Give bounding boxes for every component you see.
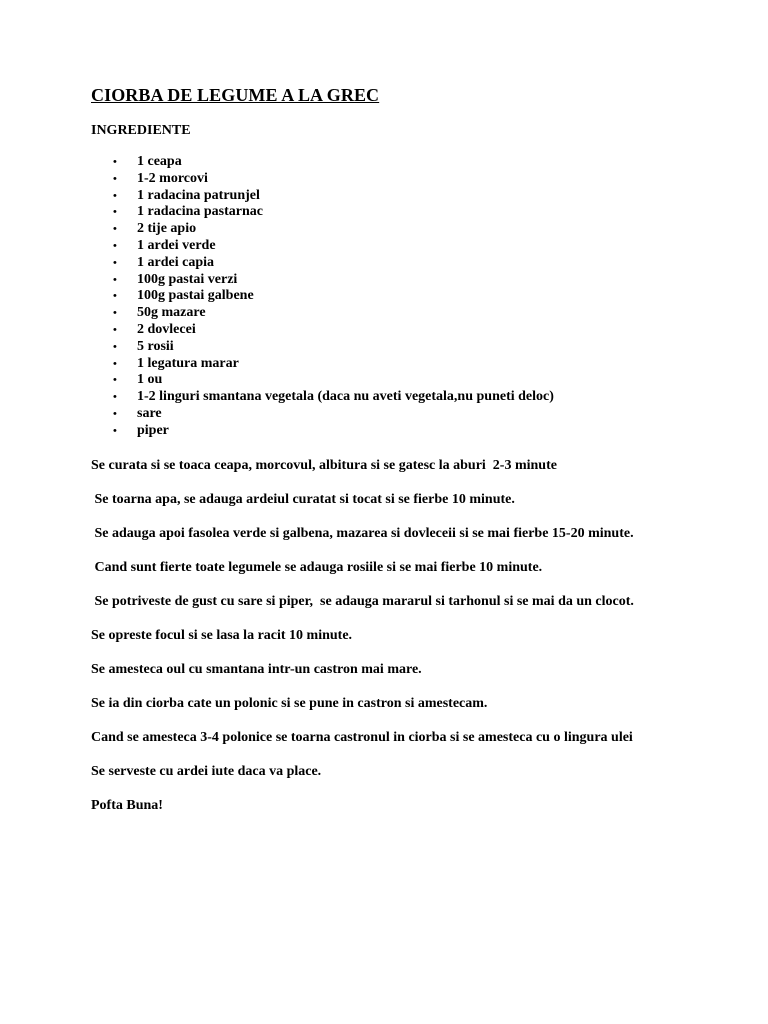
instruction-step: Cand sunt fierte toate legumele se adauga rosiile si se mai fierbe 10 minute. <box>91 559 543 575</box>
bullet-icon: • <box>113 307 117 320</box>
ingredient-text: 50g mazare <box>137 305 206 321</box>
page-title: CIORBA DE LEGUME A LA GREC <box>91 85 380 105</box>
ingredient-text: 1 ceapa <box>137 154 182 169</box>
ingredient-item <box>91 204 711 221</box>
ingredient-item <box>91 188 711 205</box>
recipe-page <box>91 84 711 831</box>
ingredient-item <box>91 272 711 289</box>
bullet-icon: • <box>113 357 117 370</box>
ingredient-item <box>91 288 711 305</box>
ingredient-text: 2 tije apio <box>137 221 197 237</box>
ingredient-text: 1-2 linguri smantana vegetala (daca nu aveti vegetala,nu puneti deloc) <box>137 389 554 405</box>
ingredient-item <box>91 356 711 373</box>
ingredient-text: 1 ou <box>137 372 163 388</box>
ingredient-item <box>91 406 711 423</box>
bullet-icon: • <box>113 223 117 236</box>
instructions <box>91 457 711 814</box>
bullet-icon: • <box>113 290 117 303</box>
ingredient-text: 1-2 morcovi <box>137 170 208 186</box>
bullet-icon: • <box>113 340 117 353</box>
instruction-step: Cand se amesteca 3-4 polonice se toarna castronul in ciorba si se amesteca cu o lingura ulei <box>91 729 633 745</box>
ingredient-text: 1 ardei verde <box>137 237 216 253</box>
ingredient-text: sare <box>137 405 162 421</box>
bullet-icon: • <box>113 323 117 336</box>
instruction-step: Se ia din ciorba cate un polonic si se pune in castron si amestecam. <box>91 695 488 711</box>
ingredient-item <box>91 221 711 238</box>
bullet-icon: • <box>113 189 117 202</box>
ingredient-list <box>91 154 711 440</box>
bullet-icon: • <box>113 273 117 286</box>
instruction-step: Se opreste focul si se lasa la racit 10 minute. <box>91 627 353 643</box>
instruction-step: Se adauga apoi fasolea verde si galbena, mazarea si dovleceii si se mai fierbe 15-20 minute. <box>91 525 634 541</box>
ingredient-item <box>91 389 711 406</box>
ingredient-text: 5 rosii <box>137 338 174 354</box>
ingredient-text: 100g pastai galbene <box>137 288 254 304</box>
ingredient-item <box>91 255 711 272</box>
ingredient-text: 1 radacina patrunjel <box>137 187 260 203</box>
bullet-icon: • <box>113 206 117 219</box>
bullet-icon: • <box>113 391 117 404</box>
ingredient-text: 1 legatura marar <box>137 355 239 371</box>
ingredient-item <box>91 238 711 255</box>
ingredient-text: 2 dovlecei <box>137 321 196 337</box>
bullet-icon: • <box>113 172 117 185</box>
ingredient-text: 100g pastai verzi <box>137 271 238 287</box>
bullet-icon: • <box>113 424 117 437</box>
bullet-icon: • <box>113 407 117 420</box>
ingredients-heading: INGREDIENTE <box>91 123 191 138</box>
instruction-step: Se toarna apa, se adauga ardeiul curatat si tocat si se fierbe 10 minute. <box>91 491 515 507</box>
ingredient-item <box>91 372 711 389</box>
ingredient-item <box>91 305 711 322</box>
instruction-step: Se amesteca oul cu smantana intr-un castron mai mare. <box>91 661 422 677</box>
instruction-step: Se potriveste de gust cu sare si piper, se adauga mararul si tarhonul si se mai da un clocot. <box>91 593 634 609</box>
ingredient-item <box>91 423 711 440</box>
ingredient-text: piper <box>137 422 169 438</box>
bullet-icon: • <box>113 239 117 252</box>
ingredient-item <box>91 171 711 188</box>
bullet-icon: • <box>113 156 117 168</box>
instruction-step: Se serveste cu ardei iute daca va place. <box>91 763 322 779</box>
closing-line: Pofta Buna! <box>91 797 163 813</box>
instruction-step: Se curata si se toaca ceapa, morcovul, albitura si se gatesc la aburi 2-3 minute <box>91 457 557 473</box>
ingredient-text: 1 radacina pastarnac <box>137 204 263 220</box>
bullet-icon: • <box>113 256 117 269</box>
ingredient-text: 1 ardei capia <box>137 254 214 270</box>
ingredient-item <box>91 322 711 339</box>
bullet-icon: • <box>113 374 117 387</box>
ingredient-item <box>91 339 711 356</box>
ingredient-item <box>91 154 711 171</box>
